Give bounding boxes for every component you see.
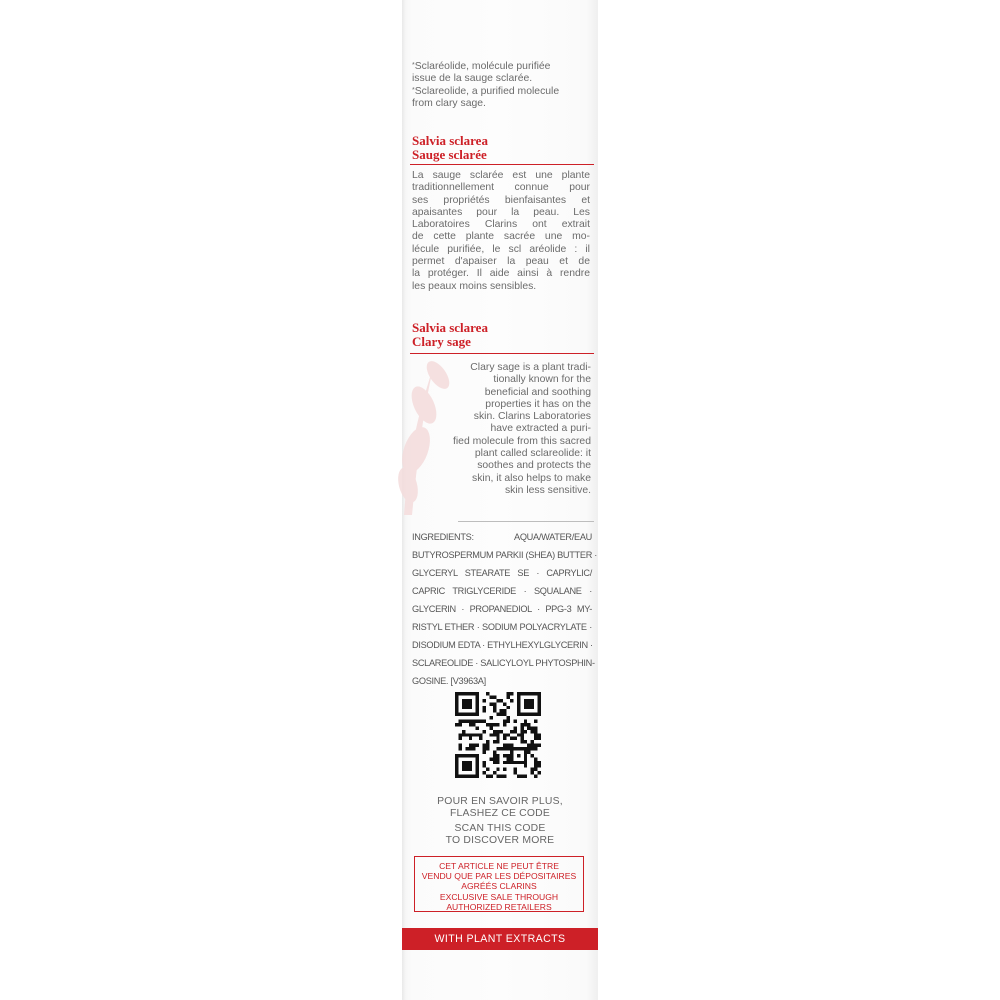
notice-line: CET ARTICLE NE PEUT ÊTRE: [439, 861, 559, 871]
footnote-fr-2: issue de la sauge sclarée.: [412, 73, 533, 85]
paragraph-line: les peaux moins sensibles.: [412, 280, 537, 292]
paragraph-line: Clary sage is a plant tradi-: [470, 362, 591, 373]
paragraph-line: skin. Clarins Laboratories: [473, 411, 591, 423]
ingredients-line: BUTYROSPERMUM PARKII (SHEA) BUTTER ·: [412, 550, 598, 560]
ingredients-line: GLYCERYL STEARATE SE · CAPRYLIC/: [412, 568, 592, 578]
footnote-en-1: Sclareolide, a purified molecule: [414, 85, 560, 97]
paragraph-line: La sauge sclarée est une plante: [412, 170, 590, 181]
notice-line: AGRÉÉS CLARINS: [461, 881, 537, 892]
footnote-marker: *: [412, 62, 415, 69]
product-box-side-panel: [402, 0, 598, 1000]
scan-line: TO DISCOVER MORE: [445, 835, 555, 846]
heading-en-common: Clary sage: [412, 334, 471, 349]
paragraph-line: ses propriétés bienfaisantes et: [412, 194, 590, 206]
footnote-en-2: from clary sage.: [412, 97, 486, 109]
qr-code-icon[interactable]: [455, 692, 541, 778]
ingredients-line: GOSINE. [V3963A]: [412, 676, 486, 686]
paragraph-line: skin, it also helps to make: [472, 472, 591, 484]
footnote: [412, 61, 592, 110]
ingredients-line: INGREDIENTS: AQUA/WATER/EAU: [412, 532, 592, 542]
ingredients-line: RISTYL ETHER · SODIUM POLYACRYLATE ·: [412, 622, 592, 632]
paragraph-line: traditionnellement connue pour: [412, 182, 590, 194]
paragraph-line: la protéger. Il aide ainsi à rendre: [412, 268, 590, 280]
footnote-fr-1: Sclaréolide, molécule purifiée: [414, 61, 551, 72]
paragraph-en: [434, 362, 591, 497]
footnote-line: [412, 61, 592, 73]
paragraph-line: apaisantes pour la peau. Les: [412, 206, 590, 218]
paragraph-line: tionally known for the: [493, 374, 591, 386]
paragraph-line: Laboratoires Clarins ont extrait: [412, 219, 590, 231]
paragraph-line: plant called sclareolide: it: [474, 448, 591, 460]
heading-fr: [412, 134, 488, 162]
heading-fr-latin: Salvia sclarea: [412, 133, 488, 148]
notice-line: AUTHORIZED RETAILERS: [446, 901, 552, 912]
paragraph-fr: [412, 170, 590, 293]
scan-instructions-fr: [402, 796, 598, 820]
ingredients-line: GLYCERIN · PROPANEDIOL · PPG-3 MY-: [412, 604, 592, 614]
paragraph-line: permet d'apaiser la peau et de: [412, 256, 590, 268]
ingredients-line: SCLAREOLIDE · SALICYLOYL PHYTOSPHIN-: [412, 658, 595, 668]
paragraph-line: lécule purifiée, le scl aréolide : il: [412, 243, 590, 255]
scan-line: POUR EN SAVOIR PLUS,: [437, 796, 563, 807]
authorized-retailers-notice: [414, 856, 584, 912]
footnote-line: [412, 86, 592, 98]
scan-line: FLASHEZ CE CODE: [450, 808, 550, 819]
paragraph-line: have extracted a puri-: [490, 423, 591, 435]
plant-extracts-banner: WITH PLANT EXTRACTS: [402, 928, 598, 950]
ingredients-line: DISODIUM EDTA · ETHYLHEXYLGLYCERIN ·: [412, 640, 593, 650]
notice-line: EXCLUSIVE SALE THROUGH: [439, 891, 559, 902]
notice-line: VENDU QUE PAR LES DÉPOSITAIRES: [421, 871, 577, 882]
paragraph-line: soothes and protects the: [477, 460, 591, 472]
heading-en-latin: Salvia sclarea: [412, 320, 488, 335]
ingredients-line: CAPRIC TRIGLYCERIDE · SQUALANE ·: [412, 586, 592, 596]
footnote-marker: *: [412, 86, 415, 94]
scan-instructions-en: [402, 823, 598, 847]
paragraph-line: properties it has on the: [485, 398, 591, 410]
paragraph-line: skin less sensitive.: [504, 484, 591, 496]
scan-line: SCAN THIS CODE: [454, 823, 546, 834]
paragraph-line: de cette plante sacrée une mo-: [412, 231, 590, 243]
ingredients-rule: [458, 521, 594, 522]
heading-fr-common: Sauge sclarée: [412, 147, 487, 162]
heading-rule-fr: [410, 164, 594, 165]
paragraph-line: fied molecule from this sacred: [452, 435, 591, 447]
paragraph-line: beneficial and soothing: [484, 386, 591, 398]
ingredients-list: [412, 528, 598, 690]
